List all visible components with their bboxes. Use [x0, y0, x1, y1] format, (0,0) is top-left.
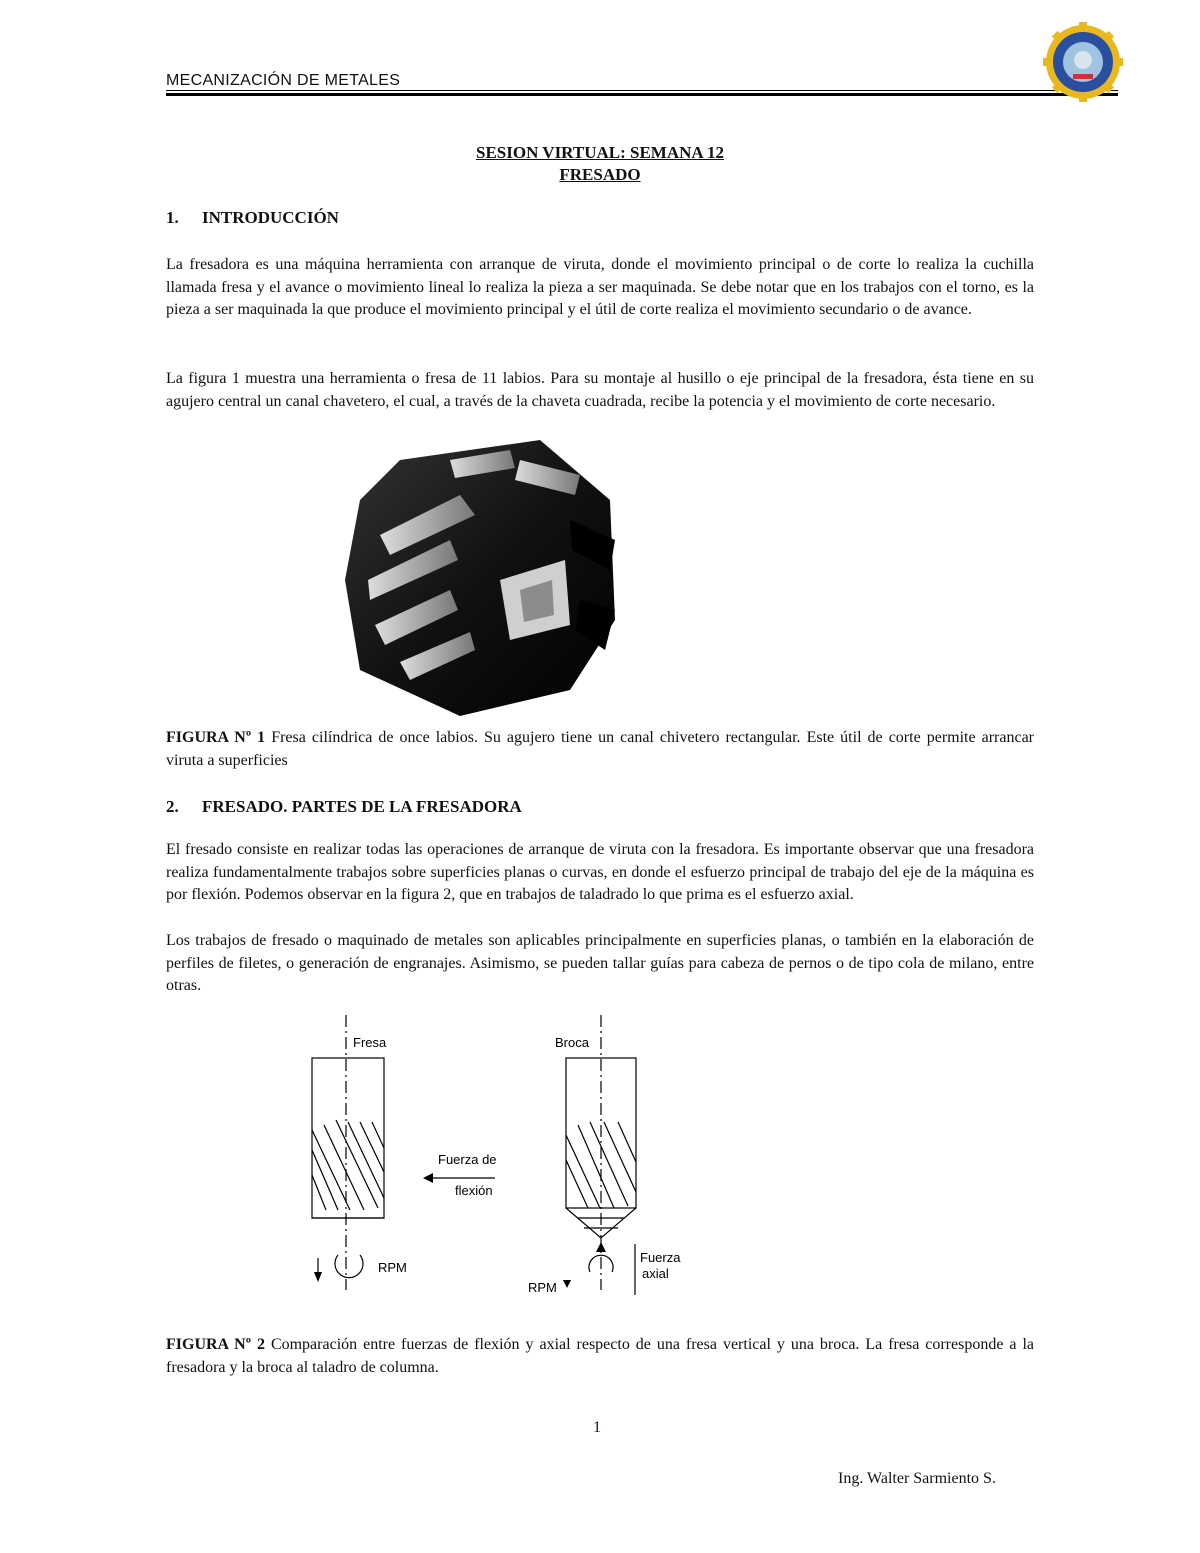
flexion-label-line2: flexión	[455, 1183, 493, 1198]
caption-text: Fresa cilíndrica de once labios. Su agujero tiene un canal chivetero rectangular. Este útil de corte permite arrancar viruta a superficies	[166, 729, 1035, 769]
page-subtitle: FRESADO	[559, 165, 641, 184]
rpm-label-right: RPM	[528, 1280, 557, 1295]
rpm-rotation-arrow-left	[335, 1255, 363, 1278]
header-rule-thick	[166, 93, 1118, 96]
page-title: SESION VIRTUAL: SEMANA 12	[475, 143, 724, 162]
paragraph: La figura 1 muestra una herramienta o fresa de 11 labios. Para su montaje al husillo o eje principal de la fresadora, ésta tiene en su agujero central un canal chavetero, el cual, a través de la chaveta cuadrada, recibe la potencia y el movimiento de corte necesario.	[166, 370, 1034, 410]
paragraph: El fresado consiste en realizar todas las operaciones de arranque de viruta con la fresadora. Es importante observar que una fresadora realiza fundamentalmente trabajos sobre superficies planas o curvas, en donde el esfuerzo principal de trabajo del eje de la máquina es por flexión. Podemos observar en la figura 2, que en trabajos de taladrado lo que prima es el esfuerzo axial.	[166, 841, 1034, 903]
fresa-label: Fresa	[353, 1035, 387, 1050]
figure-2-caption	[166, 1334, 1034, 1379]
paragraph: La fresadora es una máquina herramienta con arranque de viruta, donde el movimiento principal o de corte lo realiza la cuchilla llamada fresa y el avance o movimiento lineal lo realiza la pieza a ser maquinada. Se debe notar que en los trabajos con el torno, es la pieza a ser maquinada la que produce el movimiento principal y el útil de corte realiza el movimiento secundario o de avance.	[166, 256, 1034, 318]
broca-label: Broca	[555, 1035, 589, 1050]
fresa-broca-diagram	[290, 1010, 710, 1305]
university-seal-logo	[1043, 22, 1123, 102]
figure-1-caption	[166, 727, 1034, 772]
footer-author: Ing. Walter Sarmiento S.	[838, 1470, 996, 1487]
section-number: 1.	[166, 208, 179, 227]
axial-label-line1: Fuerza	[640, 1250, 681, 1265]
section-title: INTRODUCCIÓN	[202, 208, 339, 227]
axial-label-line2: axial	[642, 1266, 669, 1281]
paragraph: Los trabajos de fresado o maquinado de metales son aplicables principalmente en superficies planas, o también en la elaboración de perfiles de filetes, o generación de engranajes. Asimismo, se pueden tallar guías para cabeza de pernos o de tipo cola de milano, entre otras.	[166, 932, 1034, 994]
document-header-title: MECANIZACIÓN DE METALES	[166, 72, 401, 89]
fresa-hatching	[312, 1120, 384, 1210]
figure-label: FIGURA Nº 2	[166, 1336, 265, 1353]
rpm-label-left: RPM	[378, 1260, 407, 1275]
section-number: 2.	[166, 797, 179, 816]
fresa-body	[312, 1058, 384, 1218]
section-title: FRESADO. PARTES DE LA FRESADORA	[202, 797, 522, 816]
figure-label: FIGURA Nº 1	[166, 729, 266, 746]
caption-text: Comparación entre fuerzas de flexión y axial respecto de una fresa vertical y una broca. La fresa corresponde a la fresadora y la broca al taladro de columna.	[166, 1336, 1034, 1376]
page-number: 1	[593, 1419, 601, 1436]
gear-icon	[1043, 22, 1123, 102]
header-rule	[166, 90, 1118, 91]
flexion-label-line1: Fuerza de	[438, 1152, 497, 1167]
section-heading-introduccion	[166, 208, 339, 228]
section-heading-fresado	[166, 797, 522, 817]
milling-cutter-figure	[340, 440, 620, 716]
